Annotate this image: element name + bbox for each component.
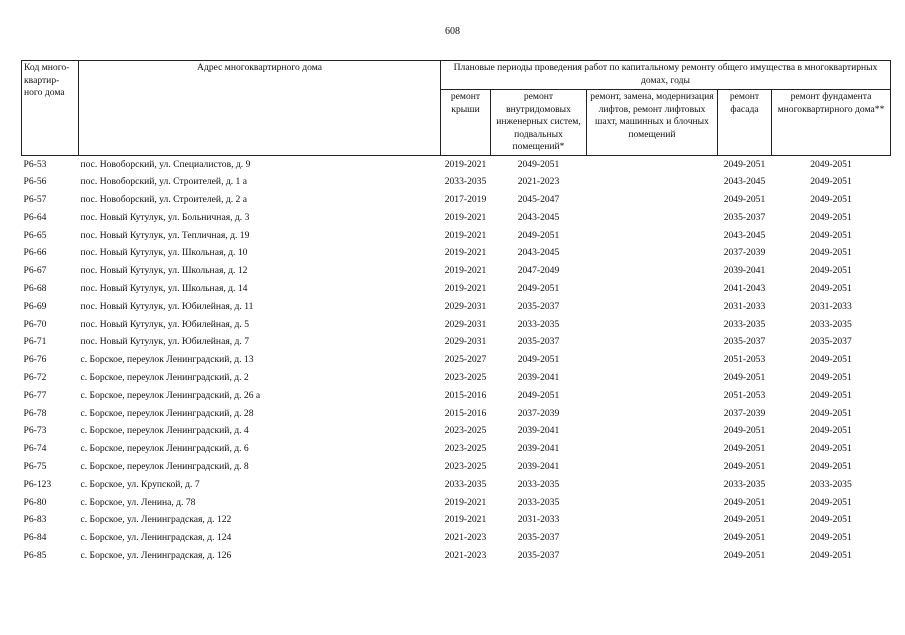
cell-roof: 2023-2025	[444, 425, 487, 437]
capital-repair-schedule-table	[21, 60, 891, 565]
cell-foundation: 2035-2037	[810, 336, 852, 348]
table-row	[22, 191, 891, 209]
table-row	[22, 316, 891, 334]
cell-code: Р6-83	[23, 514, 47, 526]
cell-facade: 2031-2033	[723, 300, 766, 312]
cell-roof: 2021-2023	[444, 532, 487, 544]
cell-code: Р6-85	[23, 550, 47, 562]
table-row	[22, 405, 891, 423]
cell-address: с. Борское, ул. Крупской, д. 7	[80, 478, 200, 490]
cell-facade: 2035-2037	[723, 336, 766, 348]
cell-foundation: 2049-2051	[810, 425, 852, 437]
cell-lifts	[587, 529, 718, 547]
cell-lifts	[587, 351, 718, 369]
table-row	[22, 422, 891, 440]
header-engineering: ремонт внутридомовых инженерных систем, подвальных помещений*	[491, 90, 587, 156]
table-row	[22, 262, 891, 280]
cell-roof: 2023-2025	[444, 443, 487, 455]
cell-roof: 2023-2025	[444, 372, 487, 384]
table-row	[22, 298, 891, 316]
header-facade: ремонт фасада	[718, 90, 772, 156]
cell-code: Р6-78	[23, 407, 47, 419]
cell-code: Р6-77	[23, 389, 47, 401]
cell-lifts	[587, 511, 718, 529]
cell-roof: 2015-2016	[444, 389, 487, 401]
cell-lifts	[587, 173, 718, 191]
page-number: 608	[445, 26, 460, 37]
cell-address: с. Борское, переулок Ленинградский, д. 4	[80, 425, 249, 437]
table-row	[22, 155, 891, 173]
cell-engineering: 2033-2035	[517, 496, 560, 508]
cell-facade: 2033-2035	[723, 318, 766, 330]
cell-address: пос. Новый Кутулук, ул. Юбилейная, д. 7	[80, 336, 250, 348]
cell-foundation: 2033-2035	[810, 478, 852, 490]
cell-facade: 2049-2051	[723, 194, 766, 206]
cell-facade: 2049-2051	[723, 372, 766, 384]
cell-code: Р6-70	[23, 318, 47, 330]
cell-roof: 2029-2031	[444, 318, 487, 330]
cell-facade: 2051-2053	[723, 354, 766, 366]
table-row	[22, 547, 891, 565]
table-row	[22, 351, 891, 369]
cell-code: Р6-80	[23, 496, 47, 508]
cell-foundation: 2049-2051	[810, 532, 852, 544]
cell-code: Р6-75	[23, 461, 47, 473]
cell-lifts	[587, 316, 718, 334]
cell-engineering: 2049-2051	[517, 283, 560, 295]
cell-code: Р6-53	[23, 158, 47, 170]
table-row	[22, 209, 891, 227]
cell-foundation: 2049-2051	[810, 247, 852, 259]
cell-foundation: 2049-2051	[810, 461, 852, 473]
cell-lifts	[587, 387, 718, 405]
cell-lifts	[587, 155, 718, 173]
cell-roof: 2019-2021	[444, 229, 487, 241]
cell-foundation: 2033-2035	[810, 318, 852, 330]
cell-code: Р6-84	[23, 532, 47, 544]
cell-engineering: 2031-2033	[517, 514, 560, 526]
table-body	[22, 155, 891, 565]
cell-facade: 2035-2037	[723, 211, 766, 223]
cell-foundation: 2049-2051	[810, 229, 852, 241]
cell-roof: 2025-2027	[444, 354, 487, 366]
cell-engineering: 2037-2039	[517, 407, 560, 419]
cell-facade: 2037-2039	[723, 247, 766, 259]
cell-code: Р6-76	[23, 354, 47, 366]
table-row	[22, 173, 891, 191]
cell-foundation: 2049-2051	[810, 496, 852, 508]
cell-code: Р6-72	[23, 372, 47, 384]
cell-engineering: 2043-2045	[517, 247, 560, 259]
cell-engineering: 2049-2051	[517, 389, 560, 401]
table-row	[22, 227, 891, 245]
cell-facade: 2049-2051	[723, 158, 766, 170]
cell-code: Р6-64	[23, 211, 47, 223]
cell-address: с. Борское, переулок Ленинградский, д. 6	[80, 443, 249, 455]
cell-code: Р6-71	[23, 336, 47, 348]
cell-engineering: 2047-2049	[517, 265, 560, 277]
cell-foundation: 2049-2051	[810, 407, 852, 419]
cell-address: пос. Новоборский, ул. Специалистов, д. 9	[80, 158, 251, 170]
cell-engineering: 2021-2023	[517, 176, 560, 188]
cell-code: Р6-68	[23, 283, 47, 295]
cell-engineering: 2045-2047	[517, 194, 560, 206]
cell-roof: 2033-2035	[444, 176, 487, 188]
cell-code: Р6-67	[23, 265, 47, 277]
cell-address: пос. Новый Кутулук, ул. Юбилейная, д. 5	[80, 318, 250, 330]
cell-engineering: 2039-2041	[517, 443, 560, 455]
cell-roof: 2019-2021	[444, 158, 487, 170]
cell-code: Р6-123	[23, 478, 52, 490]
cell-facade: 2041-2043	[723, 283, 766, 295]
cell-roof: 2023-2025	[444, 461, 487, 473]
cell-foundation: 2049-2051	[810, 194, 852, 206]
cell-roof: 2033-2035	[444, 478, 487, 490]
cell-engineering: 2049-2051	[517, 354, 560, 366]
cell-address: с. Борское, ул. Ленинградская, д. 126	[80, 550, 232, 562]
cell-facade: 2049-2051	[723, 550, 766, 562]
cell-lifts	[587, 476, 718, 494]
cell-engineering: 2033-2035	[517, 318, 560, 330]
cell-code: Р6-56	[23, 176, 47, 188]
cell-roof: 2029-2031	[444, 336, 487, 348]
table-row	[22, 369, 891, 387]
cell-address: пос. Новоборский, ул. Строителей, д. 1 а	[80, 176, 247, 188]
cell-facade: 2051-2053	[723, 389, 766, 401]
cell-foundation: 2049-2051	[810, 550, 852, 562]
cell-foundation: 2049-2051	[810, 283, 852, 295]
header-roof: ремонт крыши	[441, 90, 491, 156]
cell-facade: 2049-2051	[723, 461, 766, 473]
cell-address: с. Борское, переулок Ленинградский, д. 8	[80, 461, 249, 473]
cell-facade: 2033-2035	[723, 478, 766, 490]
table-row	[22, 244, 891, 262]
cell-engineering: 2035-2037	[517, 336, 560, 348]
cell-address: пос. Новоборский, ул. Строителей, д. 2 а	[80, 194, 247, 206]
cell-address: с. Борское, ул. Ленинградская, д. 124	[80, 532, 232, 544]
cell-address: пос. Новый Кутулук, ул. Школьная, д. 10	[80, 247, 248, 259]
cell-address: пос. Новый Кутулук, ул. Юбилейная, д. 11	[80, 300, 254, 312]
cell-engineering: 2049-2051	[517, 158, 560, 170]
table-row	[22, 458, 891, 476]
cell-foundation: 2049-2051	[810, 389, 852, 401]
cell-roof: 2021-2023	[444, 550, 487, 562]
cell-facade: 2043-2045	[723, 229, 766, 241]
cell-address: с. Борское, ул. Ленина, д. 78	[80, 496, 196, 508]
cell-lifts	[587, 191, 718, 209]
cell-lifts	[587, 547, 718, 565]
cell-address: пос. Новый Кутулук, ул. Школьная, д. 14	[80, 283, 248, 295]
cell-engineering: 2039-2041	[517, 372, 560, 384]
cell-address: с. Борское, ул. Ленинградская, д. 122	[80, 514, 232, 526]
table-row	[22, 511, 891, 529]
cell-foundation: 2049-2051	[810, 158, 852, 170]
cell-lifts	[587, 209, 718, 227]
cell-address: пос. Новый Кутулук, ул. Больничная, д. 3	[80, 211, 250, 223]
header-periods: Плановые периоды проведения работ по капитальному ремонту общего имущества в многоквартирных домах, годы	[441, 61, 891, 90]
table-row	[22, 494, 891, 512]
cell-address: с. Борское, переулок Ленинградский, д. 28	[80, 407, 254, 419]
header-lifts: ремонт, замена, модернизация лифтов, ремонт лифтовых шахт, машинных и блочных помещений	[587, 90, 718, 156]
cell-code: Р6-65	[23, 229, 47, 241]
cell-engineering: 2039-2041	[517, 461, 560, 473]
cell-foundation: 2049-2051	[810, 211, 852, 223]
cell-lifts	[587, 280, 718, 298]
table-row	[22, 280, 891, 298]
cell-roof: 2029-2031	[444, 300, 487, 312]
cell-foundation: 2049-2051	[810, 443, 852, 455]
cell-lifts	[587, 440, 718, 458]
table-row	[22, 387, 891, 405]
cell-lifts	[587, 422, 718, 440]
cell-roof: 2019-2021	[444, 211, 487, 223]
cell-facade: 2049-2051	[723, 496, 766, 508]
cell-engineering: 2035-2037	[517, 532, 560, 544]
cell-foundation: 2049-2051	[810, 176, 852, 188]
cell-address: с. Борское, переулок Ленинградский, д. 26 а	[80, 389, 261, 401]
cell-lifts	[587, 458, 718, 476]
cell-lifts	[587, 262, 718, 280]
cell-lifts	[587, 405, 718, 423]
header-foundation: ремонт фундамента многоквартирного дома**	[772, 90, 891, 156]
cell-roof: 2019-2021	[444, 265, 487, 277]
cell-code: Р6-66	[23, 247, 47, 259]
table-header	[22, 61, 891, 156]
header-code: Код много-квартир-ного дома	[22, 61, 79, 156]
cell-foundation: 2049-2051	[810, 514, 852, 526]
cell-roof: 2019-2021	[444, 496, 487, 508]
cell-code: Р6-73	[23, 425, 47, 437]
cell-engineering: 2035-2037	[517, 300, 560, 312]
cell-code: Р6-74	[23, 443, 47, 455]
cell-lifts	[587, 494, 718, 512]
cell-engineering: 2043-2045	[517, 211, 560, 223]
cell-address: пос. Новый Кутулук, ул. Тепличная, д. 19	[80, 229, 250, 241]
cell-foundation: 2049-2051	[810, 265, 852, 277]
cell-facade: 2049-2051	[723, 425, 766, 437]
cell-facade: 2049-2051	[723, 443, 766, 455]
cell-lifts	[587, 298, 718, 316]
table-row	[22, 529, 891, 547]
cell-engineering: 2033-2035	[517, 478, 560, 490]
cell-lifts	[587, 244, 718, 262]
cell-code: Р6-69	[23, 300, 47, 312]
cell-roof: 2019-2021	[444, 247, 487, 259]
cell-lifts	[587, 369, 718, 387]
cell-address: с. Борское, переулок Ленинградский, д. 13	[80, 354, 254, 366]
cell-roof: 2015-2016	[444, 407, 487, 419]
cell-lifts	[587, 227, 718, 245]
cell-facade: 2043-2045	[723, 176, 766, 188]
cell-foundation: 2049-2051	[810, 372, 852, 384]
cell-address: пос. Новый Кутулук, ул. Школьная, д. 12	[80, 265, 248, 277]
cell-roof: 2019-2021	[444, 514, 487, 526]
cell-facade: 2039-2041	[723, 265, 766, 277]
cell-engineering: 2049-2051	[517, 229, 560, 241]
table-row	[22, 440, 891, 458]
cell-engineering: 2039-2041	[517, 425, 560, 437]
cell-foundation: 2049-2051	[810, 354, 852, 366]
cell-foundation: 2031-2033	[810, 300, 852, 312]
table-row	[22, 333, 891, 351]
cell-facade: 2049-2051	[723, 532, 766, 544]
table-row	[22, 476, 891, 494]
header-address: Адрес многоквартирного дома	[79, 61, 441, 156]
cell-lifts	[587, 333, 718, 351]
cell-roof: 2017-2019	[444, 194, 487, 206]
cell-address: с. Борское, переулок Ленинградский, д. 2	[80, 372, 249, 384]
cell-engineering: 2035-2037	[517, 550, 560, 562]
cell-code: Р6-57	[23, 194, 47, 206]
cell-facade: 2037-2039	[723, 407, 766, 419]
cell-roof: 2019-2021	[444, 283, 487, 295]
cell-facade: 2049-2051	[723, 514, 766, 526]
